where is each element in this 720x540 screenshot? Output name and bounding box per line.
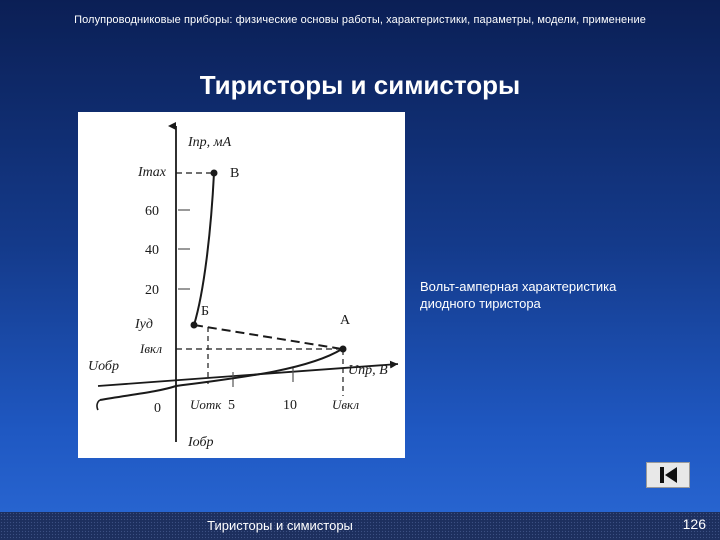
page-number: 126 [682,516,706,532]
y-tick-label-40: 40 [145,243,159,258]
ivkl-label: Iвкл [140,341,162,356]
vac-diagram [78,112,405,458]
y-tick-label-60: 60 [145,204,159,219]
y-axis-label: Iпр, мА [188,135,232,150]
point-a-label: А [340,313,351,328]
forward-off-curve [176,349,342,386]
point-v-label: В [230,166,240,181]
on-state-curve [194,173,214,325]
x-tick-label-5: 5 [228,398,235,413]
header-subtitle: Полупроводниковые приборы: физические основы работы, характеристики, параметры, модели, применение [74,14,646,26]
negative-resistance-segment [194,325,342,349]
diagram-caption [420,278,690,312]
uvkl-label: Uвкл [332,397,360,412]
y-tick-label-20: 20 [145,283,159,298]
skip-to-start-icon [647,463,689,487]
vac-diagram-svg [78,112,405,458]
point-b-label: Б [201,304,210,319]
slide-title: Тиристоры и симисторы [199,70,521,100]
iobr-label: Iобр [188,435,214,450]
footer-title: Тиристоры и симисторы [207,518,353,533]
uobr-label: Uобр [88,359,119,374]
caption-line-2: диодного тиристора [420,296,541,311]
point-v-marker [211,170,218,177]
iud-label: Iуд [135,317,153,332]
point-b-marker [191,322,198,329]
caption-line-1: Вольт-амперная характеристика [420,279,617,294]
reverse-breakdown-tail [97,400,100,410]
uotk-label: Uотк [190,397,222,412]
x-tick-label-10: 10 [283,398,297,413]
imax-label: Imax [138,165,166,180]
reverse-curve [100,386,176,400]
origin-label: 0 [154,401,161,416]
x-axis-label: Uпр, В [348,363,388,378]
first-slide-button[interactable] [646,462,690,488]
point-a-marker [340,346,347,353]
